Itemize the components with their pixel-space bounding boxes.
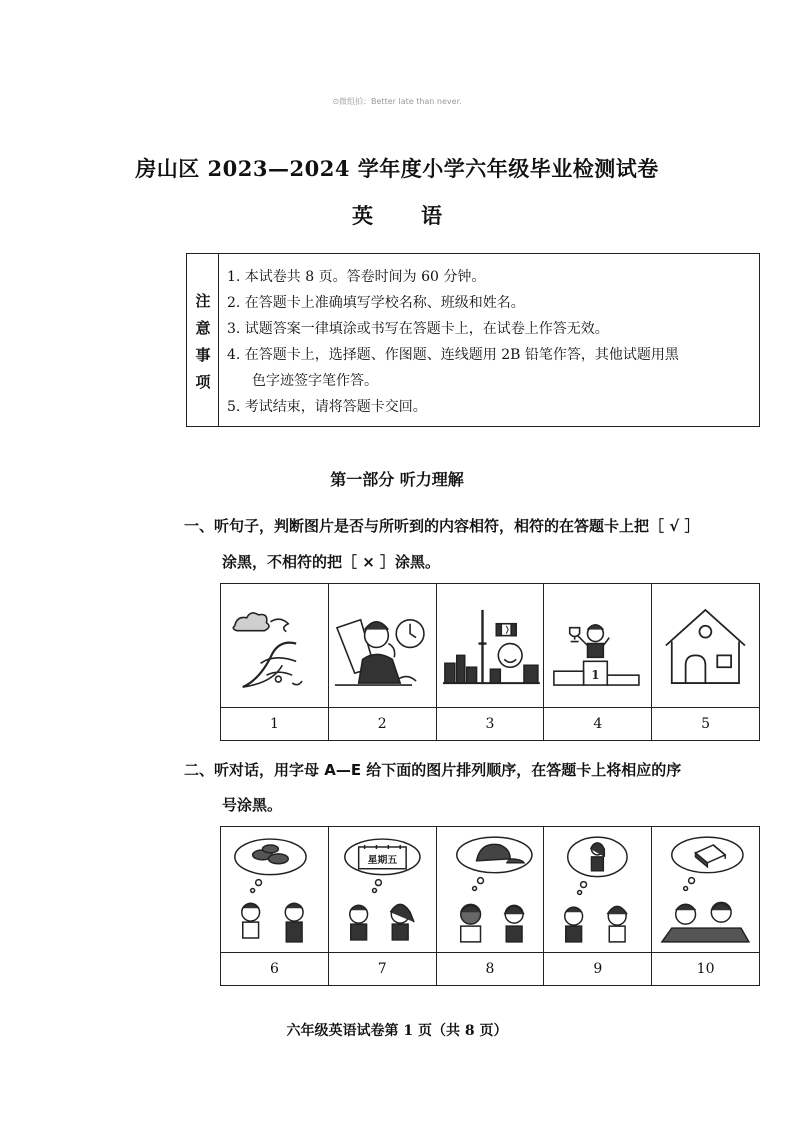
question-1-text: 一、听句子，判断图片是否与所听到的内容相符，相符的在答题卡上把［ √ ］ bbox=[184, 517, 700, 535]
notice-item: 3. 试题答案一律填涂或书写在答题卡上，在试卷上作答无效。 bbox=[227, 321, 609, 337]
thinking-of-cap-picture bbox=[437, 827, 544, 953]
notice-label-char: 事 bbox=[195, 346, 211, 364]
part-one-title: 第一部分 听力理解 bbox=[330, 470, 464, 489]
picture-cell bbox=[329, 584, 437, 740]
notice-label-char: 项 bbox=[195, 373, 211, 391]
friday-label: 星期五 bbox=[367, 854, 398, 866]
city-canada-flag-picture bbox=[437, 584, 544, 708]
notice-label-char: 注 bbox=[195, 292, 211, 310]
question-1-text-cont: 涂黑，不相符的把［ × ］涂黑。 bbox=[222, 553, 441, 571]
notice-item: 4. 在答题卡上，选择题、作图题、连线题用 2B 铅笔作答，其他试题用黑 bbox=[227, 347, 679, 363]
question-2-text: 二、听对话，用字母 A—E 给下面的图片排列顺序，在答题卡上将相应的序 bbox=[184, 761, 682, 779]
notice-label bbox=[187, 254, 219, 426]
phone-call-clock-picture bbox=[329, 584, 436, 708]
picture-number: 4 bbox=[593, 716, 603, 732]
notice-item: 5. 考试结束，请将答题卡交回。 bbox=[227, 399, 427, 415]
question-1-picture-grid bbox=[220, 583, 760, 741]
thinking-of-girl-picture bbox=[544, 827, 651, 953]
notice-items bbox=[227, 264, 751, 420]
notice-label-char: 意 bbox=[195, 319, 211, 337]
picture-number: 2 bbox=[377, 716, 387, 732]
picture-cell bbox=[437, 584, 545, 740]
house-picture bbox=[652, 584, 759, 708]
exam-title: 房山区 2023—2024 学年度小学六年级毕业检测试卷 bbox=[135, 156, 659, 181]
notice-item: 1. 本试卷共 8 页。答卷时间为 60 分钟。 bbox=[227, 269, 486, 285]
windy-weather-picture bbox=[221, 584, 328, 708]
thinking-of-eraser-picture bbox=[652, 827, 759, 953]
question-2-text-cont: 号涂黑。 bbox=[222, 796, 283, 814]
notice-item: 色字迹签字笔作答。 bbox=[252, 373, 378, 389]
picture-number: 5 bbox=[701, 716, 711, 732]
picture-cell bbox=[221, 584, 329, 740]
picture-number: 6 bbox=[269, 961, 279, 977]
picture-number: 8 bbox=[485, 961, 495, 977]
question-2-picture-grid bbox=[220, 826, 760, 986]
thinking-of-friday-picture bbox=[329, 827, 436, 953]
notice-box bbox=[186, 253, 760, 427]
picture-number: 10 bbox=[696, 961, 715, 977]
watermark-text: ⊙微组拍：Better late than never. bbox=[332, 97, 462, 106]
picture-number: 7 bbox=[377, 961, 387, 977]
picture-cell bbox=[652, 584, 759, 740]
picture-cell bbox=[544, 827, 652, 985]
winner-podium-picture bbox=[544, 584, 651, 708]
notice-item: 2. 在答题卡上准确填写学校名称、班级和姓名。 bbox=[227, 295, 525, 311]
subject-title: 英语 bbox=[352, 203, 490, 228]
picture-number: 3 bbox=[485, 716, 495, 732]
picture-cell bbox=[329, 827, 437, 985]
picture-cell bbox=[221, 827, 329, 985]
page-footer: 六年级英语试卷第 1 页（共 8 页） bbox=[286, 1023, 508, 1039]
picture-cell bbox=[437, 827, 545, 985]
thinking-of-coins-picture bbox=[221, 827, 328, 953]
podium-number: 1 bbox=[591, 668, 600, 683]
picture-cell bbox=[544, 584, 652, 740]
picture-number: 9 bbox=[593, 961, 603, 977]
picture-number: 1 bbox=[269, 716, 279, 732]
picture-cell bbox=[652, 827, 759, 985]
